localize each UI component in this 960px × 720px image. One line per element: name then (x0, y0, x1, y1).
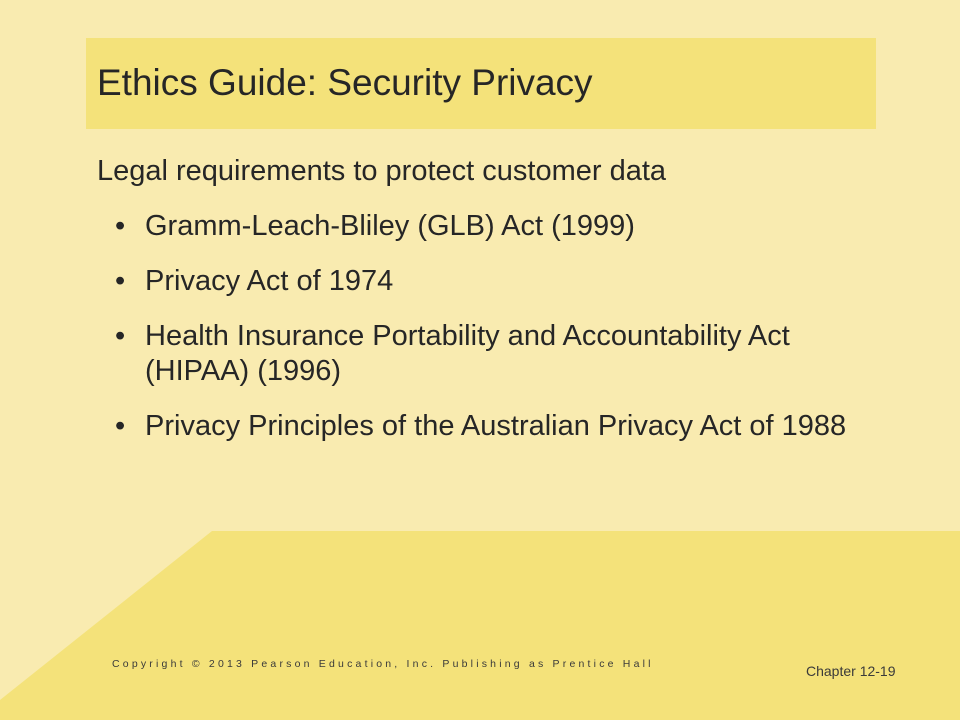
chapter-number: Chapter 12-19 (806, 663, 896, 679)
bullet-dot: • (115, 265, 126, 297)
bullet-item (115, 264, 875, 299)
lead-text: Legal requirements to protect customer data (97, 155, 667, 187)
bullet-list (115, 209, 875, 464)
copyright-footer: Copyright © 2013 Pearson Education, Inc. Publishing as Prentice Hall (112, 658, 654, 670)
slide-title: Ethics Guide: Security Privacy (97, 62, 593, 103)
bullet-item (115, 209, 875, 244)
bullet-dot: • (115, 410, 126, 442)
footer-band-shape (0, 531, 960, 720)
bullet-dot: • (115, 320, 126, 352)
bullet-dot: • (115, 210, 126, 242)
bullet-text: Gramm-Leach-Bliley (GLB) Act (1999) (145, 210, 635, 242)
bullet-text: Privacy Act of 1974 (145, 265, 394, 297)
bullet-text: Privacy Principles of the Australian Privacy Act of 1988 (145, 410, 847, 442)
bullet-item (115, 409, 875, 444)
bullet-item (115, 319, 875, 389)
bullet-text: Health Insurance Portability and Accountability Act (HIPAA) (1996) (145, 320, 790, 387)
